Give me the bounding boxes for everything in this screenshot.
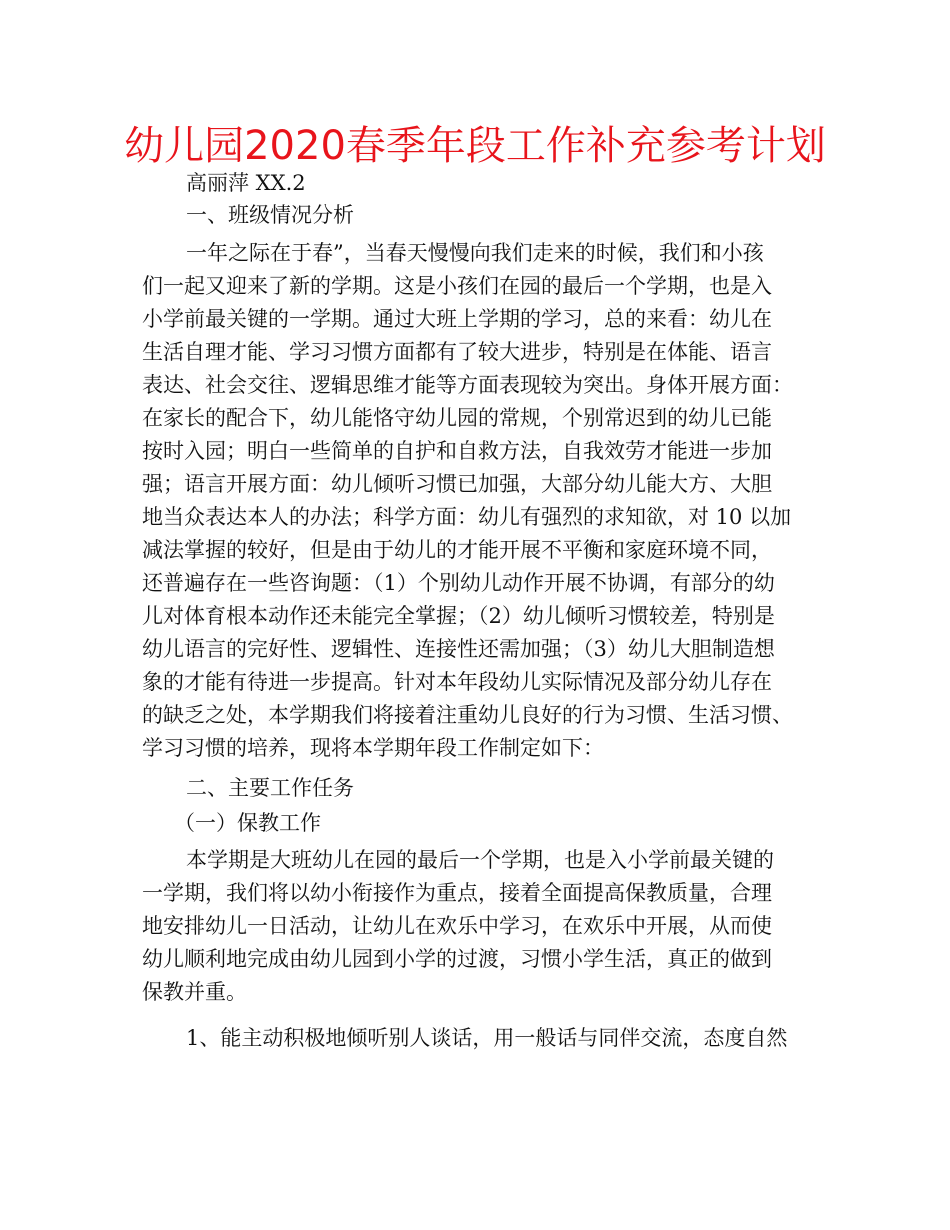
paragraph-line: 生活自理才能、学习习惯方面都有了较大进步，特别是在体能、语言 bbox=[142, 340, 772, 364]
list-item-line: 1、能主动积极地倾听别人谈话，用一般话与同伴交流，态度自然 bbox=[186, 1026, 788, 1050]
paragraph-line: 按时入园；明白一些简单的自护和自救方法，自我效劳才能进一步加 bbox=[142, 439, 772, 463]
paragraph-line: 保教并重。 bbox=[142, 980, 247, 1004]
paragraph-line: 还普遍存在一些咨询题：（1）个别幼儿动作开展不协调，有部分的幼 bbox=[142, 571, 775, 595]
section-heading-class-analysis: 一、班级情况分析 bbox=[186, 203, 354, 227]
section-heading-main-tasks: 二、主要工作任务 bbox=[186, 776, 354, 800]
paragraph-line: 们一起又迎来了新的学期。这是小孩们在园的最后一个学期，也是入 bbox=[142, 274, 772, 298]
paragraph-line: 儿对体育根本动作还未能完全掌握；（2）幼儿倾听习惯较差，特别是 bbox=[142, 604, 775, 628]
subsection-heading-care-education: （一）保教工作 bbox=[174, 811, 321, 835]
paragraph-line: 小学前最关键的一学期。通过大班上学期的学习，总的来看：幼儿在 bbox=[142, 307, 772, 331]
document-title: 幼儿园2020春季年段工作补充参考计划 bbox=[124, 123, 826, 169]
paragraph-line: 表达、社会交往、逻辑思维才能等方面表现较为突出。身体开展方面： bbox=[142, 373, 793, 397]
paragraph-line: 一学期，我们将以幼小衔接作为重点，接着全面提高保教质量，合理 bbox=[142, 881, 772, 905]
paragraph-line: 幼儿顺利地完成由幼儿园到小学的过渡，习惯小学生活，真正的做到 bbox=[142, 947, 772, 971]
paragraph-line: 幼儿语言的完好性、逻辑性、连接性还需加强；（3）幼儿大胆制造想 bbox=[142, 637, 775, 661]
paragraph-line: 学习习惯的培养，现将本学期年段工作制定如下： bbox=[142, 736, 604, 760]
author-line: 高丽萍 XX.2 bbox=[186, 171, 306, 195]
paragraph-line: 在家长的配合下，幼儿能恪守幼儿园的常规，个别常迟到的幼儿已能 bbox=[142, 406, 772, 430]
paragraph-line: 减法掌握的较好，但是由于幼儿的才能开展不平衡和家庭环境不同， bbox=[142, 538, 772, 562]
paragraph-line: 地安排幼儿一日活动，让幼儿在欢乐中学习，在欢乐中开展，从而使 bbox=[142, 914, 772, 938]
paragraph-line: 的缺乏之处，本学期我们将接着注重幼儿良好的行为习惯、生活习惯、 bbox=[142, 703, 793, 727]
paragraph-line: 地当众表达本人的办法；科学方面：幼儿有强烈的求知欲，对 10 以加 bbox=[142, 505, 792, 529]
paragraph-line: 本学期是大班幼儿在园的最后一个学期，也是入小学前最关键的 bbox=[186, 848, 774, 872]
paragraph-line: 强；语言开展方面：幼儿倾听习惯已加强，大部分幼儿能大方、大胆 bbox=[142, 472, 772, 496]
paragraph-line: 象的才能有待进一步提高。针对本年段幼儿实际情况及部分幼儿存在 bbox=[142, 670, 772, 694]
paragraph-line: 一年之际在于春”，当春天慢慢向我们走来的时候，我们和小孩 bbox=[186, 241, 764, 265]
